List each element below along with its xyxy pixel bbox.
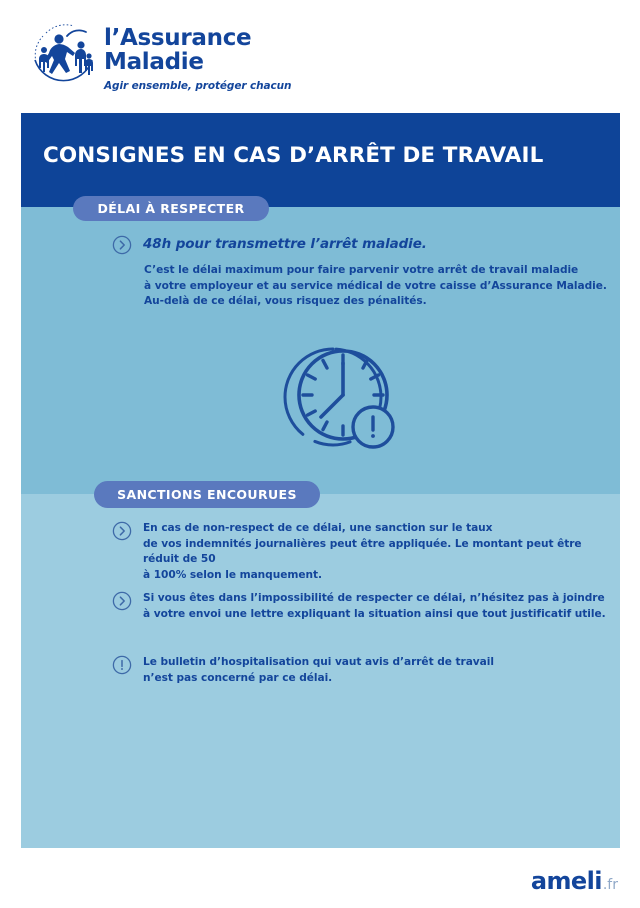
- sanction-line: n’est pas concerné par ce délai.: [143, 671, 333, 684]
- sanction-line: En cas de non-respect de ce délai, une sanction sur le taux: [143, 522, 493, 534]
- section-pill-sanctions: SANCTIONS ENCOURUES: [94, 481, 320, 508]
- section-pill-delai: DÉLAI À RESPECTER: [73, 196, 269, 221]
- delai-paragraph-line: C’est le délai maximum pour faire parvenir votre arrêt de travail maladie: [144, 264, 579, 276]
- sanction-line: à votre envoi une lettre expliquant la situation ainsi que tout justificatif utile.: [143, 607, 606, 620]
- sanction-item-3: [112, 655, 494, 686]
- sanction-item-2-text: [143, 591, 606, 622]
- delai-lead-block: [112, 235, 427, 255]
- sanction-line: à 100% selon le manquement.: [143, 568, 322, 581]
- chevron-right-circle-icon: [112, 235, 132, 255]
- delai-paragraph: [144, 263, 614, 310]
- chevron-right-circle-icon: [112, 521, 132, 541]
- clock-alert-icon: [281, 341, 401, 459]
- ameli-wordmark: ameli: [530, 867, 602, 895]
- sanction-line: Si vous êtes dans l’impossibilité de respecter ce délai, n’hésitez pas à joindre: [143, 592, 605, 604]
- sanction-item-3-text: [143, 655, 494, 686]
- brand-header: [0, 0, 640, 113]
- ameli-tld: .fr: [602, 877, 618, 893]
- footer: [0, 848, 640, 908]
- sanction-line: Le bulletin d’hospitalisation qui vaut avis d’arrêt de travail: [143, 656, 494, 668]
- delai-paragraph-line: à votre employeur et au service médical de votre caisse d’Assurance Maladie.: [144, 279, 607, 292]
- chevron-right-circle-icon: [112, 591, 132, 611]
- info-card: [21, 113, 620, 848]
- exclamation-circle-icon: [112, 655, 132, 675]
- brand-tagline: Agir ensemble, protéger chacun: [104, 80, 292, 92]
- sanction-item-1: [112, 521, 620, 583]
- securite-sociale-emblem-icon: [26, 16, 100, 90]
- delai-lead-text: 48h pour transmettre l’arrêt maladie.: [143, 236, 427, 252]
- sanction-item-2: [112, 591, 606, 622]
- sanction-item-1-text: [143, 521, 620, 583]
- page-title: CONSIGNES EN CAS D’ARRÊT DE TRAVAIL: [43, 143, 544, 168]
- assurance-maladie-logo: [26, 16, 291, 93]
- brand-name-line1: l’Assurance: [104, 25, 252, 51]
- sanction-line: de vos indemnités journalières peut être appliquée. Le montant peut être réduit de 50: [143, 537, 582, 565]
- ameli-logo: [531, 867, 618, 895]
- brand-wordmark: [104, 16, 291, 93]
- brand-name-line2: Maladie: [104, 49, 204, 75]
- delai-paragraph-line: Au-delà de ce délai, vous risquez des pénalités.: [144, 295, 427, 307]
